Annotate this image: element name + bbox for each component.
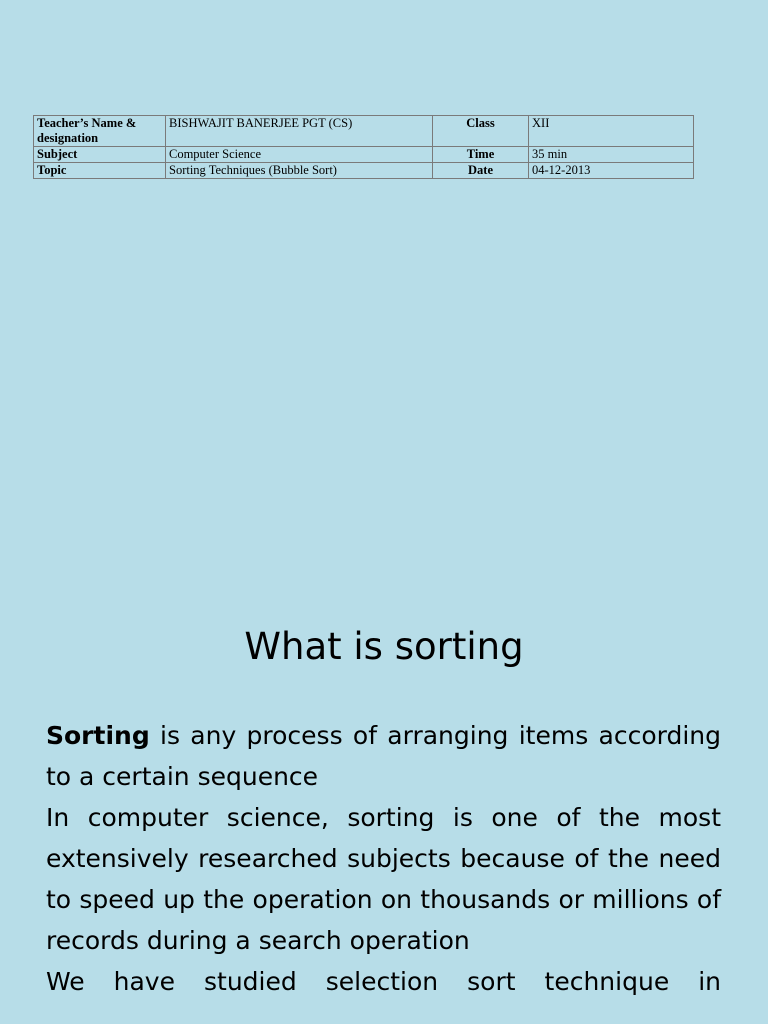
topic-value: Sorting Techniques (Bubble Sort) xyxy=(166,163,433,179)
paragraph-computer-science: In computer science, sorting is one of the most extensively researched subjects because of the need to speed up the operation on thousands or millions of records during a search operation xyxy=(46,803,721,955)
paragraph-selection-sort: We have studied selection sort technique in xyxy=(46,967,721,996)
date-value: 04-12-2013 xyxy=(529,163,694,179)
subject-value: Computer Science xyxy=(166,147,433,163)
class-label: Class xyxy=(433,116,529,147)
time-value: 35 min xyxy=(529,147,694,163)
teacher-name-label: Teacher’s Name & designation xyxy=(34,116,166,147)
teacher-name-value: BISHWAJIT BANERJEE PGT (CS) xyxy=(166,116,433,147)
slide-body xyxy=(46,715,721,1002)
subject-label: Subject xyxy=(34,147,166,163)
time-label: Time xyxy=(433,147,529,163)
sorting-term: Sorting xyxy=(46,721,150,750)
slide-title: What is sorting xyxy=(244,625,524,668)
lesson-info-table xyxy=(33,115,694,179)
table-row xyxy=(34,147,694,163)
sorting-definition-text: is any process of arranging items according to a certain sequence xyxy=(46,721,721,791)
class-value: XII xyxy=(529,116,694,147)
date-label: Date xyxy=(433,163,529,179)
paragraph-sorting-definition xyxy=(46,715,721,797)
table-row xyxy=(34,116,694,147)
topic-label: Topic xyxy=(34,163,166,179)
table-row xyxy=(34,163,694,179)
